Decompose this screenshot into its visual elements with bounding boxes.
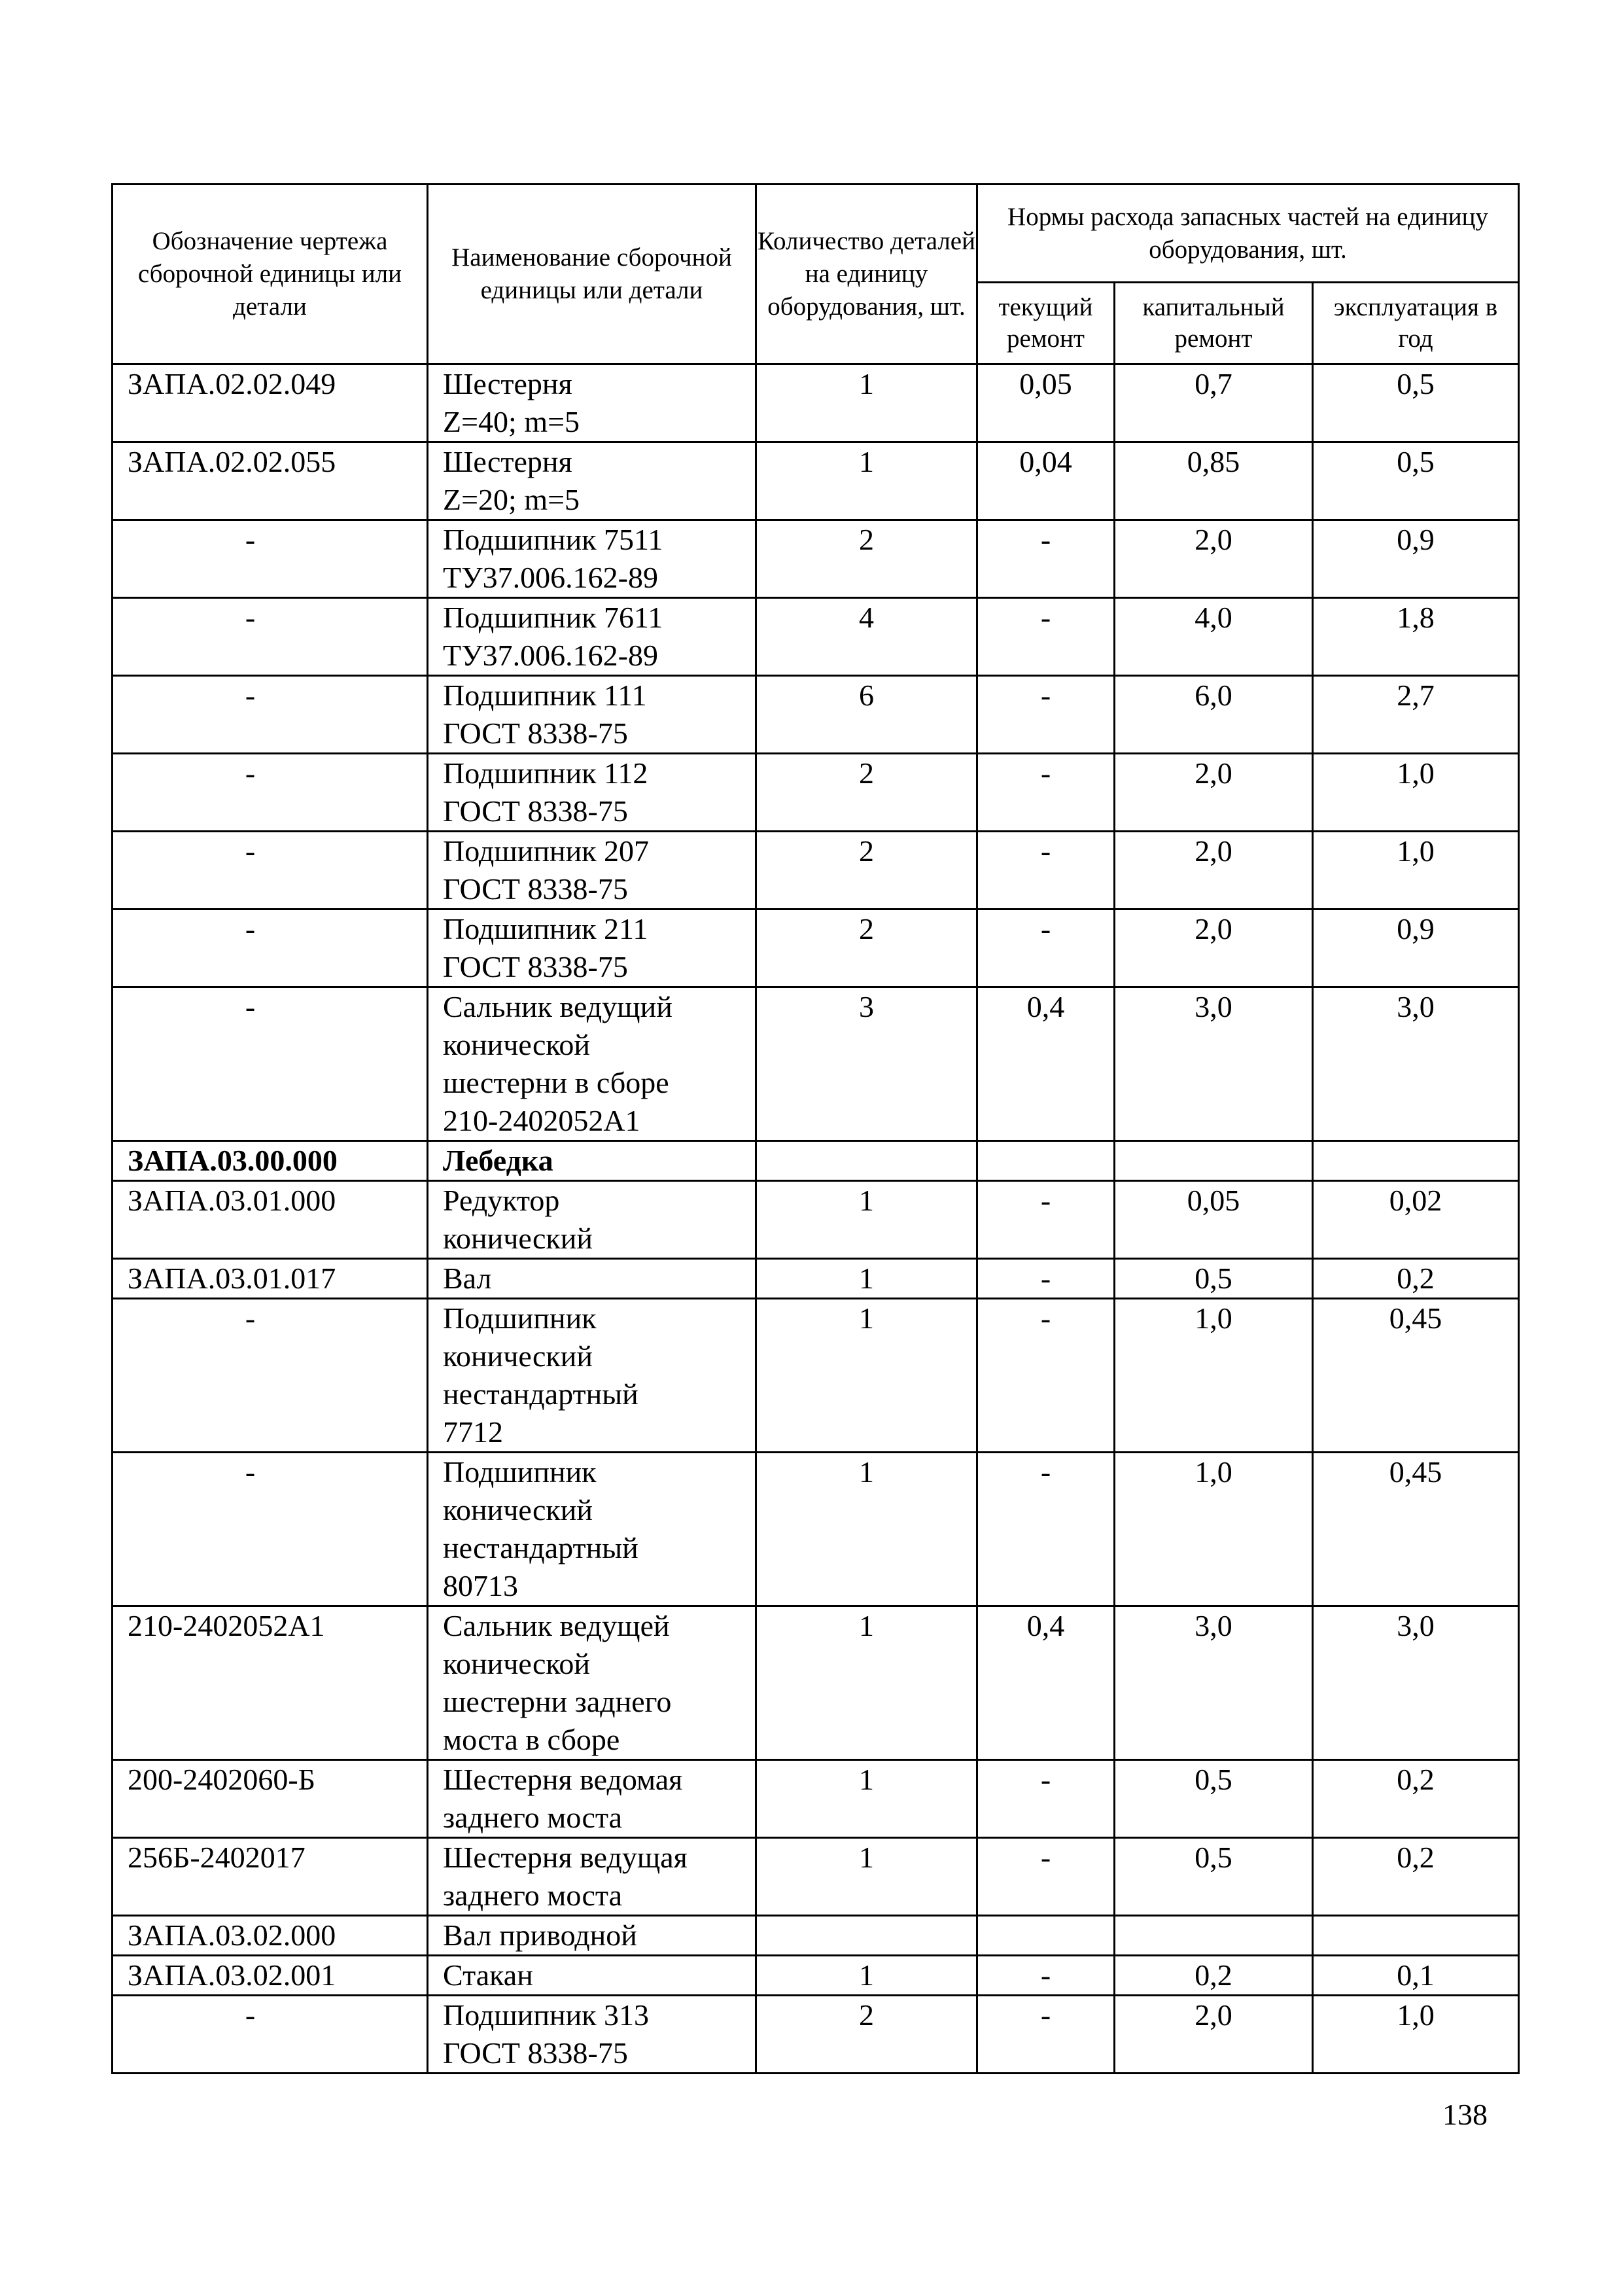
cell-name — [428, 364, 756, 442]
name-line: ГОСТ 8338-75 — [443, 950, 628, 983]
cell-current-repair: - — [977, 754, 1115, 832]
name-line: заднего моста — [443, 1801, 623, 1834]
cell-annual-operation: 1,0 — [1313, 832, 1519, 910]
cell-quantity: 1 — [756, 1760, 977, 1838]
cell-quantity: 1 — [756, 1838, 977, 1916]
cell-annual-operation: 0,2 — [1313, 1259, 1519, 1299]
name-line: ГОСТ 8338-75 — [443, 794, 628, 828]
table-row — [113, 832, 1519, 910]
cell-capital-repair: 0,5 — [1115, 1259, 1313, 1299]
cell-name — [428, 1838, 756, 1916]
cell-quantity: 1 — [756, 1956, 977, 1996]
cell-quantity: 2 — [756, 910, 977, 987]
cell-quantity: 4 — [756, 598, 977, 676]
cell-current-repair: - — [977, 1956, 1115, 1996]
cell-capital-repair — [1115, 1916, 1313, 1956]
cell-annual-operation: 1,8 — [1313, 598, 1519, 676]
name-line: 7712 — [443, 1415, 503, 1449]
cell-name — [428, 1606, 756, 1760]
name-line: Вал приводной — [443, 1918, 637, 1952]
cell-name — [428, 1181, 756, 1259]
cell-capital-repair: 6,0 — [1115, 676, 1313, 754]
name-line: Подшипник 7611 — [443, 601, 663, 634]
cell-annual-operation: 1,0 — [1313, 1996, 1519, 2074]
name-line: шестерни в сборе — [443, 1066, 669, 1099]
cell-quantity: 2 — [756, 832, 977, 910]
cell-annual-operation: 0,9 — [1313, 910, 1519, 987]
name-line: моста в сборе — [443, 1723, 620, 1756]
cell-current-repair: - — [977, 598, 1115, 676]
table-body — [113, 364, 1519, 2074]
name-line: ГОСТ 8338-75 — [443, 2036, 628, 2070]
header-annual-operation: эксплуатация в год — [1313, 283, 1519, 364]
name-line: Шестерня ведомая — [443, 1763, 683, 1796]
cell-quantity: 1 — [756, 442, 977, 520]
table-row — [113, 442, 1519, 520]
cell-quantity: 2 — [756, 520, 977, 598]
cell-code: - — [113, 910, 428, 987]
table-row — [113, 1259, 1519, 1299]
cell-current-repair — [977, 1141, 1115, 1181]
spare-parts-norms-table-container — [111, 183, 1518, 2074]
name-line: 80713 — [443, 1569, 518, 1602]
name-line: Стакан — [443, 1958, 533, 1992]
cell-code: - — [113, 520, 428, 598]
cell-current-repair: 0,04 — [977, 442, 1115, 520]
name-line: Сальник ведущей — [443, 1609, 670, 1642]
cell-capital-repair: 1,0 — [1115, 1453, 1313, 1606]
table-row — [113, 1181, 1519, 1259]
cell-current-repair: - — [977, 1453, 1115, 1606]
cell-current-repair: - — [977, 832, 1115, 910]
header-quantity: Количество деталей на единицу оборудования, шт. — [756, 185, 977, 364]
cell-quantity: 2 — [756, 1996, 977, 2074]
cell-annual-operation: 0,1 — [1313, 1956, 1519, 1996]
cell-current-repair: 0,05 — [977, 364, 1115, 442]
table-row — [113, 1760, 1519, 1838]
cell-capital-repair: 0,85 — [1115, 442, 1313, 520]
cell-annual-operation: 0,45 — [1313, 1299, 1519, 1453]
name-line: ГОСТ 8338-75 — [443, 716, 628, 750]
cell-quantity: 2 — [756, 754, 977, 832]
name-line: Подшипник — [443, 1301, 597, 1335]
header-current-repair: текущий ремонт — [977, 283, 1115, 364]
cell-current-repair: - — [977, 1838, 1115, 1916]
cell-annual-operation: 0,9 — [1313, 520, 1519, 598]
cell-name — [428, 754, 756, 832]
cell-name — [428, 598, 756, 676]
cell-quantity: 1 — [756, 1299, 977, 1453]
name-line: Z=40; m=5 — [443, 405, 580, 438]
name-line: 210-2402052А1 — [443, 1104, 640, 1137]
cell-annual-operation: 0,2 — [1313, 1760, 1519, 1838]
cell-quantity: 1 — [756, 1259, 977, 1299]
cell-annual-operation: 0,5 — [1313, 364, 1519, 442]
name-line: Шестерня — [443, 445, 572, 478]
cell-code: ЗАПА.03.02.001 — [113, 1956, 428, 1996]
name-line: ГОСТ 8338-75 — [443, 872, 628, 906]
name-line: Подшипник 207 — [443, 834, 650, 868]
cell-code: ЗАПА.02.02.049 — [113, 364, 428, 442]
table-row — [113, 1141, 1519, 1181]
cell-current-repair: - — [977, 1996, 1115, 2074]
cell-name — [428, 676, 756, 754]
name-line: конической — [443, 1647, 590, 1680]
cell-capital-repair: 0,05 — [1115, 1181, 1313, 1259]
cell-annual-operation: 0,5 — [1313, 442, 1519, 520]
name-line: ТУ37.006.162-89 — [443, 561, 658, 594]
header-capital-repair: капитальный ремонт — [1115, 283, 1313, 364]
name-line: Лебедка — [443, 1144, 553, 1177]
cell-quantity: 3 — [756, 987, 977, 1141]
cell-current-repair — [977, 1916, 1115, 1956]
cell-capital-repair: 3,0 — [1115, 1606, 1313, 1760]
cell-annual-operation: 3,0 — [1313, 987, 1519, 1141]
cell-capital-repair: 4,0 — [1115, 598, 1313, 676]
table-header — [113, 185, 1519, 364]
cell-capital-repair: 3,0 — [1115, 987, 1313, 1141]
table-row — [113, 1956, 1519, 1996]
name-line: Подшипник 211 — [443, 912, 648, 945]
name-line: шестерни заднего — [443, 1685, 672, 1718]
table-row — [113, 364, 1519, 442]
table-row — [113, 987, 1519, 1141]
cell-name — [428, 1453, 756, 1606]
cell-annual-operation: 0,02 — [1313, 1181, 1519, 1259]
cell-current-repair: - — [977, 1259, 1115, 1299]
cell-current-repair: - — [977, 676, 1115, 754]
cell-capital-repair: 2,0 — [1115, 520, 1313, 598]
cell-name — [428, 1299, 756, 1453]
cell-quantity: 6 — [756, 676, 977, 754]
cell-capital-repair: 1,0 — [1115, 1299, 1313, 1453]
cell-quantity — [756, 1141, 977, 1181]
table-row — [113, 1916, 1519, 1956]
cell-quantity — [756, 1916, 977, 1956]
cell-quantity: 1 — [756, 1453, 977, 1606]
cell-capital-repair — [1115, 1141, 1313, 1181]
name-line: Z=20; m=5 — [443, 483, 580, 516]
cell-current-repair: - — [977, 520, 1115, 598]
name-line: Шестерня — [443, 367, 572, 400]
header-code: Обозначение чертежа сборочной единицы или детали — [113, 185, 428, 364]
cell-name — [428, 442, 756, 520]
name-line: Сальник ведущий — [443, 990, 672, 1023]
cell-name — [428, 987, 756, 1141]
cell-annual-operation — [1313, 1141, 1519, 1181]
name-line: заднего моста — [443, 1879, 623, 1912]
cell-current-repair: - — [977, 910, 1115, 987]
table-row — [113, 598, 1519, 676]
cell-capital-repair: 0,7 — [1115, 364, 1313, 442]
table-row — [113, 1838, 1519, 1916]
cell-name — [428, 1996, 756, 2074]
cell-code: ЗАПА.03.01.017 — [113, 1259, 428, 1299]
cell-capital-repair: 2,0 — [1115, 754, 1313, 832]
cell-code: - — [113, 754, 428, 832]
cell-name — [428, 910, 756, 987]
cell-code: 210-2402052А1 — [113, 1606, 428, 1760]
cell-code: - — [113, 1453, 428, 1606]
cell-code: - — [113, 598, 428, 676]
cell-name — [428, 1916, 756, 1956]
name-line: нестандартный — [443, 1531, 638, 1564]
cell-annual-operation: 2,7 — [1313, 676, 1519, 754]
cell-quantity: 1 — [756, 1606, 977, 1760]
name-line: Вал — [443, 1262, 492, 1295]
name-line: нестандартный — [443, 1377, 638, 1411]
cell-name — [428, 1760, 756, 1838]
cell-name — [428, 1956, 756, 1996]
cell-code: ЗАПА.02.02.055 — [113, 442, 428, 520]
cell-code: ЗАПА.03.02.000 — [113, 1916, 428, 1956]
cell-current-repair: - — [977, 1760, 1115, 1838]
cell-current-repair: - — [977, 1299, 1115, 1453]
cell-capital-repair: 2,0 — [1115, 832, 1313, 910]
name-line: Редуктор — [443, 1184, 560, 1217]
cell-capital-repair: 2,0 — [1115, 1996, 1313, 2074]
cell-annual-operation: 0,45 — [1313, 1453, 1519, 1606]
cell-annual-operation: 1,0 — [1313, 754, 1519, 832]
cell-name — [428, 520, 756, 598]
name-line: Подшипник 112 — [443, 756, 648, 790]
cell-current-repair: 0,4 — [977, 1606, 1115, 1760]
cell-capital-repair: 0,2 — [1115, 1956, 1313, 1996]
cell-code: - — [113, 676, 428, 754]
cell-code: ЗАПА.03.00.000 — [113, 1141, 428, 1181]
header-name: Наименование сборочной единицы или детали — [428, 185, 756, 364]
cell-annual-operation — [1313, 1916, 1519, 1956]
cell-capital-repair: 0,5 — [1115, 1838, 1313, 1916]
cell-current-repair: - — [977, 1181, 1115, 1259]
cell-code: - — [113, 1299, 428, 1453]
cell-capital-repair: 2,0 — [1115, 910, 1313, 987]
cell-capital-repair: 0,5 — [1115, 1760, 1313, 1838]
cell-name — [428, 1141, 756, 1181]
name-line: Подшипник — [443, 1455, 597, 1489]
header-norms: Нормы расхода запасных частей на единицу оборудования, шт. — [977, 185, 1519, 283]
name-line: конический — [443, 1493, 593, 1527]
name-line: конический — [443, 1339, 593, 1373]
name-line: ТУ37.006.162-89 — [443, 639, 658, 672]
spare-parts-norms-table — [111, 183, 1520, 2074]
name-line: конический — [443, 1222, 593, 1255]
table-row — [113, 1453, 1519, 1606]
cell-code: - — [113, 1996, 428, 2074]
cell-quantity: 1 — [756, 1181, 977, 1259]
table-row — [113, 910, 1519, 987]
name-line: Шестерня ведущая — [443, 1841, 688, 1874]
cell-name — [428, 1259, 756, 1299]
name-line: Подшипник 7511 — [443, 523, 663, 556]
table-row — [113, 1606, 1519, 1760]
table-row — [113, 676, 1519, 754]
table-row — [113, 1996, 1519, 2074]
table-row — [113, 1299, 1519, 1453]
cell-code: - — [113, 987, 428, 1141]
name-line: Подшипник 313 — [443, 1998, 650, 2032]
cell-name — [428, 832, 756, 910]
cell-annual-operation: 3,0 — [1313, 1606, 1519, 1760]
cell-code: 256Б-2402017 — [113, 1838, 428, 1916]
table-row — [113, 520, 1519, 598]
table-row — [113, 754, 1519, 832]
cell-code: ЗАПА.03.01.000 — [113, 1181, 428, 1259]
name-line: Подшипник 111 — [443, 679, 647, 712]
cell-quantity: 1 — [756, 364, 977, 442]
cell-annual-operation: 0,2 — [1313, 1838, 1519, 1916]
page-number: 138 — [1442, 2098, 1488, 2131]
cell-code: 200-2402060-Б — [113, 1760, 428, 1838]
cell-code: - — [113, 832, 428, 910]
name-line: конической — [443, 1028, 590, 1061]
cell-current-repair: 0,4 — [977, 987, 1115, 1141]
